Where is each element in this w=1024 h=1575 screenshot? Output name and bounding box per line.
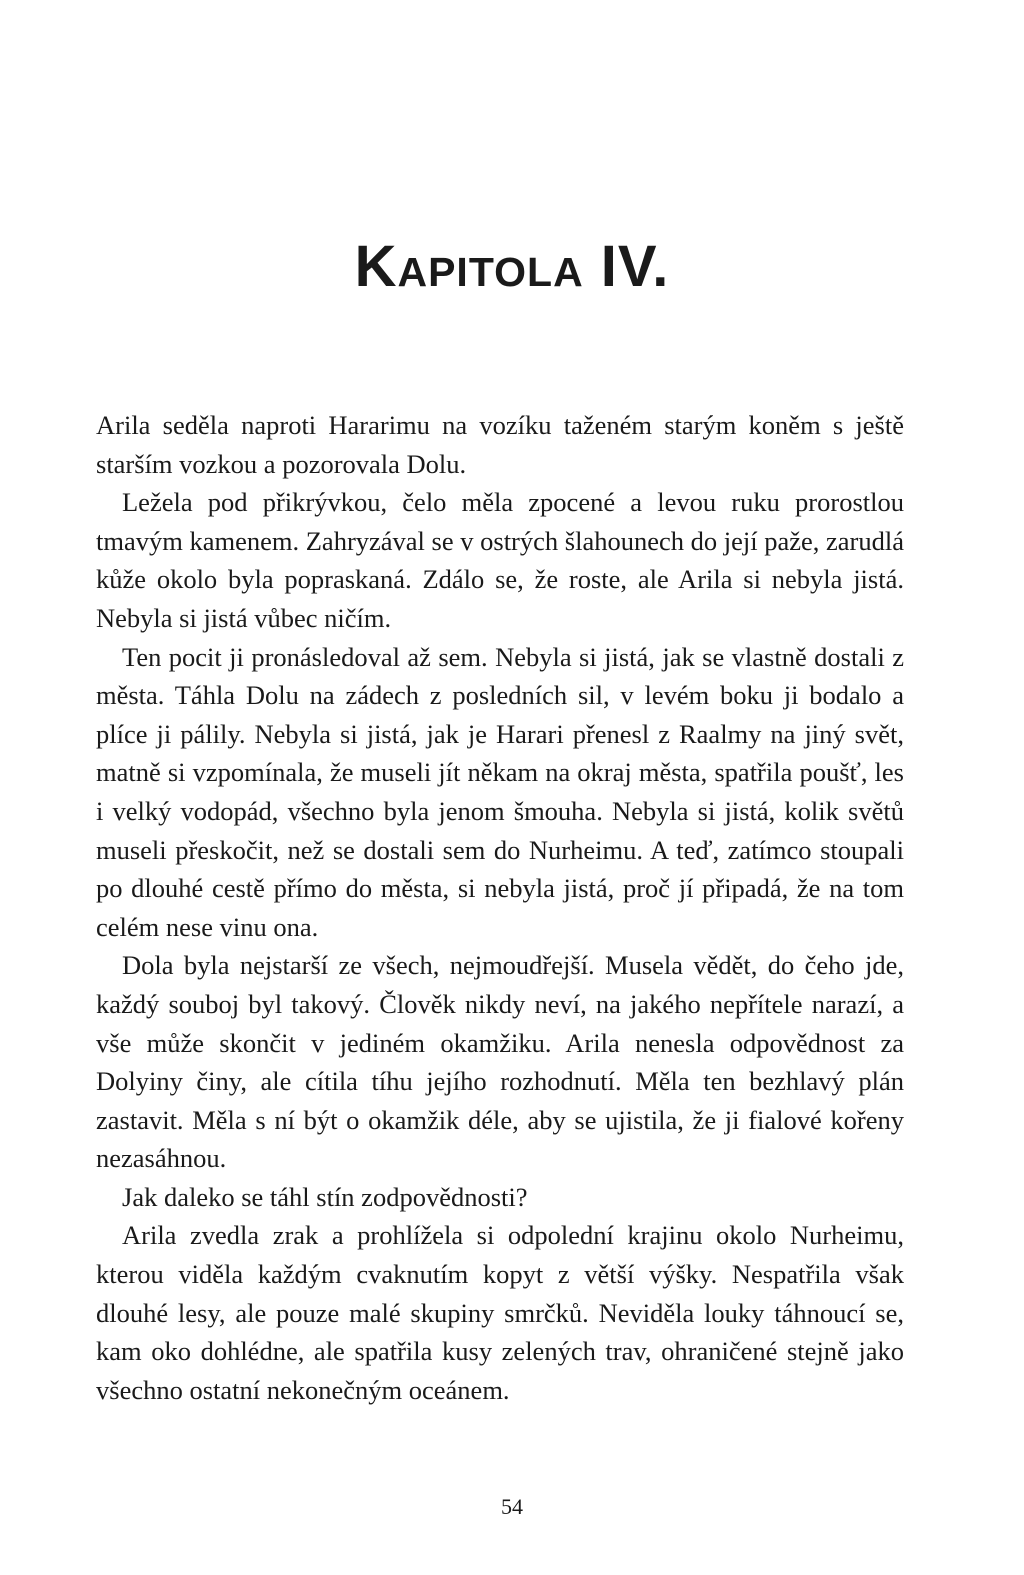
- paragraph-3: Ten pocit ji pronásledoval až sem. Nebyla si jistá, jak se vlastně dostali z města. Táhla Dolu na zádech z posledních sil, v levém boku ji bodalo a plíce ji pálily. Nebyla si jistá, jak je Harari přenesl z Raalmy na jiný svět, matně si vzpomínala, že museli jít někam na okraj města, spatřila poušť, les i velký vodopád, všechno byla jenom šmouha. Nebyla si jistá, kolik světů museli přeskočit, než se dostali sem do Nurheimu. A teď, zatímco stoupali po dlouhé cestě přímo do města, si nebyla jistá, proč jí připadá, že na tom celém nese vinu ona.: [96, 641, 904, 942]
- paragraph-4: Dola byla nejstarší ze všech, nejmoudřejší. Musela vědět, do čeho jde, každý souboj byl takový. Člověk nikdy neví, na jakého nepřítele narazí, a vše může skončit v jediném okamžiku. Arila nenesla odpovědnost za Dolyiny činy, ale cítila tíhu jejího rozhodnutí. Měla ten bezhlavý plán zastavit. Měla s ní být o okamžik déle, aby se ujistila, že ji fialové kořeny nezasáhnou.: [96, 950, 904, 1174]
- paragraph-5: Jak daleko se táhl stín zodpovědnosti?: [122, 1181, 528, 1212]
- chapter-body: [96, 406, 904, 1409]
- page-number: 54: [501, 1494, 523, 1519]
- paragraph-1: Arila seděla naproti Hararimu na vozíku taženém starým koněm s ještě starším vozkou a pozorovala Dolu.: [96, 410, 904, 479]
- chapter-title: Kapitola IV.: [354, 234, 670, 299]
- paragraph-2: Ležela pod přikrývkou, čelo měla zpocené a levou ruku prorostlou tmavým kamenem. Zahryzával se v ostrých šlahounech do její paže, zarudlá kůže okolo byla popraskaná. Zdálo se, že roste, ale Arila si nebyla jistá. Nebyla si jistá vůbec ničím.: [96, 487, 904, 633]
- paragraph-6: Arila zvedla zrak a prohlížela si odpolední krajinu okolo Nurheimu, kterou viděla každým cvaknutím kopyt z větší výšky. Nespatřila však dlouhé lesy, ale pouze malé skupiny smrčků. Neviděla louky táhnoucí se, kam oko dohlédne, ale spatřila kusy zelených trav, ohraničené stejně jako všechno ostatní nekonečným oceánem.: [96, 1220, 904, 1405]
